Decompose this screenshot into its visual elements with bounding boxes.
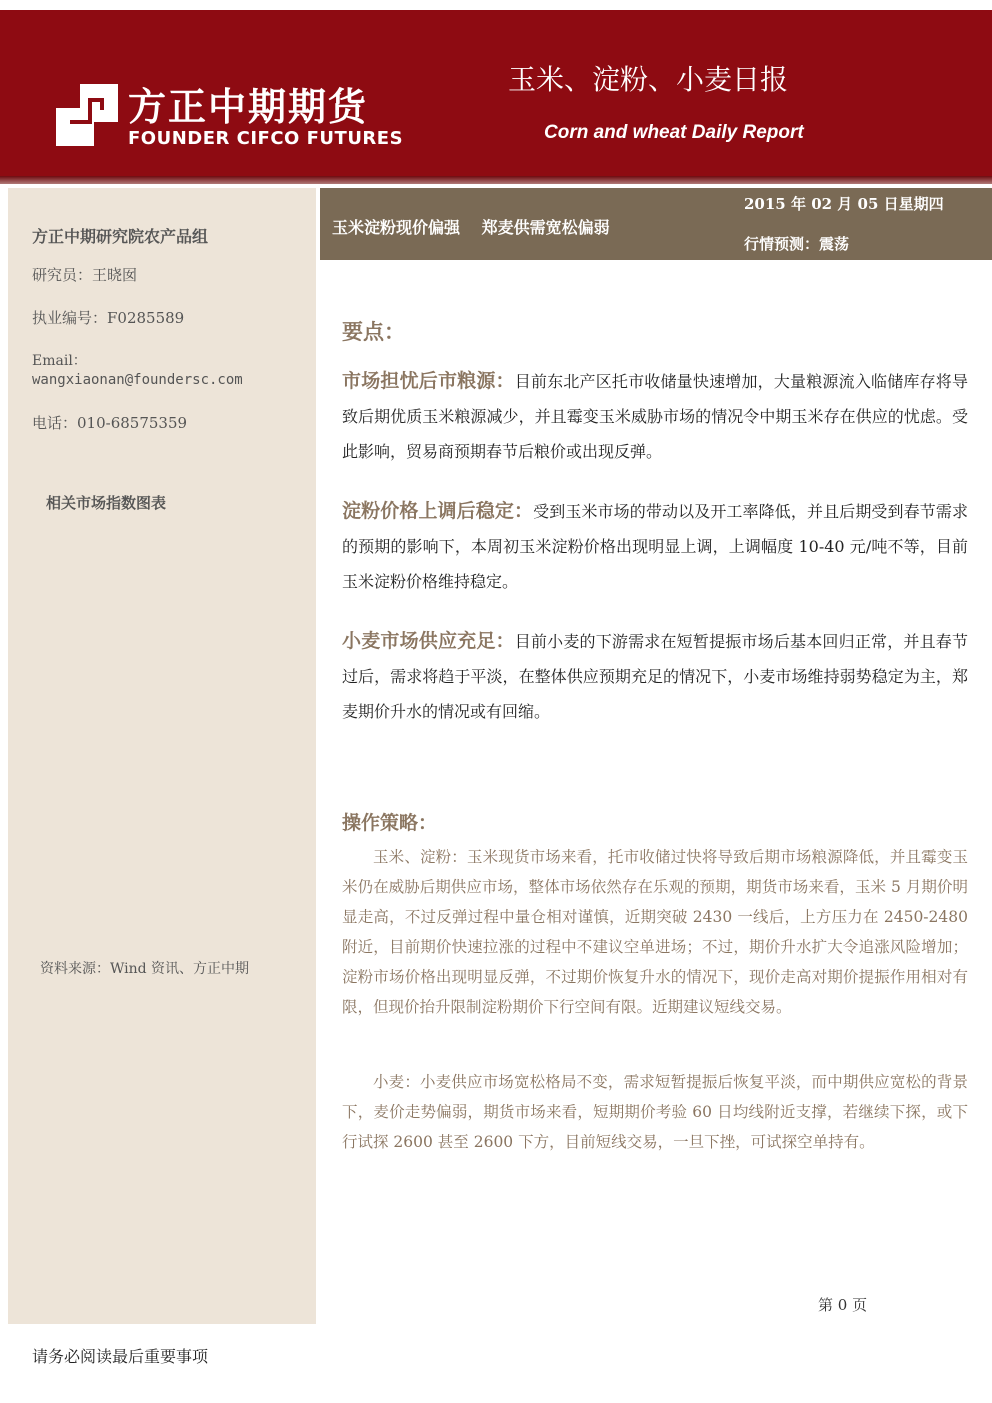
license-number: 执业编号：F0285589 — [32, 309, 185, 327]
key-point-text: 目前东北产区托市收储量快速增加，大量粮源流入临储库存将导致后期优质玉米粮源减少，并且霉变玉米威胁市场的情况令中期玉米存在供应的忧虑。受此影响，贸易商预期春节后粮价或出现反弹。 — [342, 372, 968, 461]
key-point-lead: 市场担忧后市粮源： — [342, 370, 515, 392]
founder-logo-icon — [56, 84, 118, 146]
report-subtitle: Corn and wheat Daily Report — [544, 122, 804, 143]
key-point-text: 目前小麦的下游需求在短暂提振市场后基本回归正常，并且春节过后，需求将趋于平淡，在整体供应预期充足的情况下，小麦市场维持弱势稳定为主，郑麦期价升水的情况或有回缩。 — [342, 632, 968, 721]
related-charts-heading: 相关市场指数图表 — [46, 494, 167, 512]
research-group: 方正中期研究院农产品组 — [32, 227, 209, 246]
key-point-lead: 淀粉价格上调后稳定： — [342, 500, 534, 522]
main-content — [342, 316, 968, 729]
report-date: 2015 年 02 月 05 日星期四 — [744, 195, 944, 213]
strategy-corn: 玉米、淀粉：玉米现货市场来看，托市收储过快将导致后期市场粮源降低，并且霉变玉米仍在威胁后期供应市场，整体市场依然存在乐观的预期，期货市场来看，玉米 5 月期价明显走高，不过反弹过程中量仓相对谨慎，近期突破 2430 一线后，上方压力在 2450-2480 附近，目前期价快速拉涨的过程中不建议空单进场；不过，期价升水扩大令追涨风险增加；淀粉市场价格出现明显反弹，不过期价恢复升水的情况下，现价走高对期价提振作用相对有限，但现价抬升限制淀粉期价下行空间有限。近期建议短线交易。 — [342, 848, 968, 1016]
strategy-heading: 操作策略： — [342, 812, 438, 834]
email-label: Email： — [32, 353, 87, 369]
analyst-name: 研究员：王晓囡 — [32, 266, 138, 284]
report-title: 玉米、淀粉、小麦日报 — [508, 63, 789, 96]
logo-english: FOUNDER CIFCO FUTURES — [128, 128, 404, 149]
market-forecast: 行情预测：震荡 — [744, 235, 850, 253]
key-point — [342, 494, 968, 599]
page-number: 第 0 页 — [818, 1296, 868, 1314]
header-divider — [0, 176, 992, 184]
summary-headline: 玉米淀粉现价偏强 郑麦供需宽松偏弱 — [332, 218, 610, 237]
key-point-text: 受到玉米市场的带动以及开工率降低，并且后期受到春节需求的预期的影响下，本周初玉米淀粉价格出现明显上调，上调幅度 10-40 元/吨不等，目前玉米淀粉价格维持稳定。 — [342, 502, 968, 591]
key-point — [342, 624, 968, 729]
strategy-wheat: 小麦：小麦供应市场宽松格局不变，需求短暂提振后恢复平淡，而中期供应宽松的背景下，麦价走势偏弱，期货市场来看，短期期价考验 60 日均线附近支撑，若继续下探，或下行试探 2600 甚至 2600 下方，目前短线交易，一旦下挫，可试探空单持有。 — [342, 1073, 968, 1151]
key-points-heading: 要点： — [342, 319, 405, 344]
email-address[interactable]: wangxiaonan@foundersc.com — [32, 372, 243, 388]
disclaimer-note: 请务必阅读最后重要事项 — [32, 1347, 209, 1366]
data-source: 资料来源：Wind 资讯、方正中期 — [40, 961, 250, 977]
phone-number: 电话：010-68575359 — [32, 414, 188, 432]
key-point-lead: 小麦市场供应充足： — [342, 630, 515, 652]
key-point — [342, 364, 968, 469]
logo-chinese: 方正中期期货 — [128, 85, 369, 129]
